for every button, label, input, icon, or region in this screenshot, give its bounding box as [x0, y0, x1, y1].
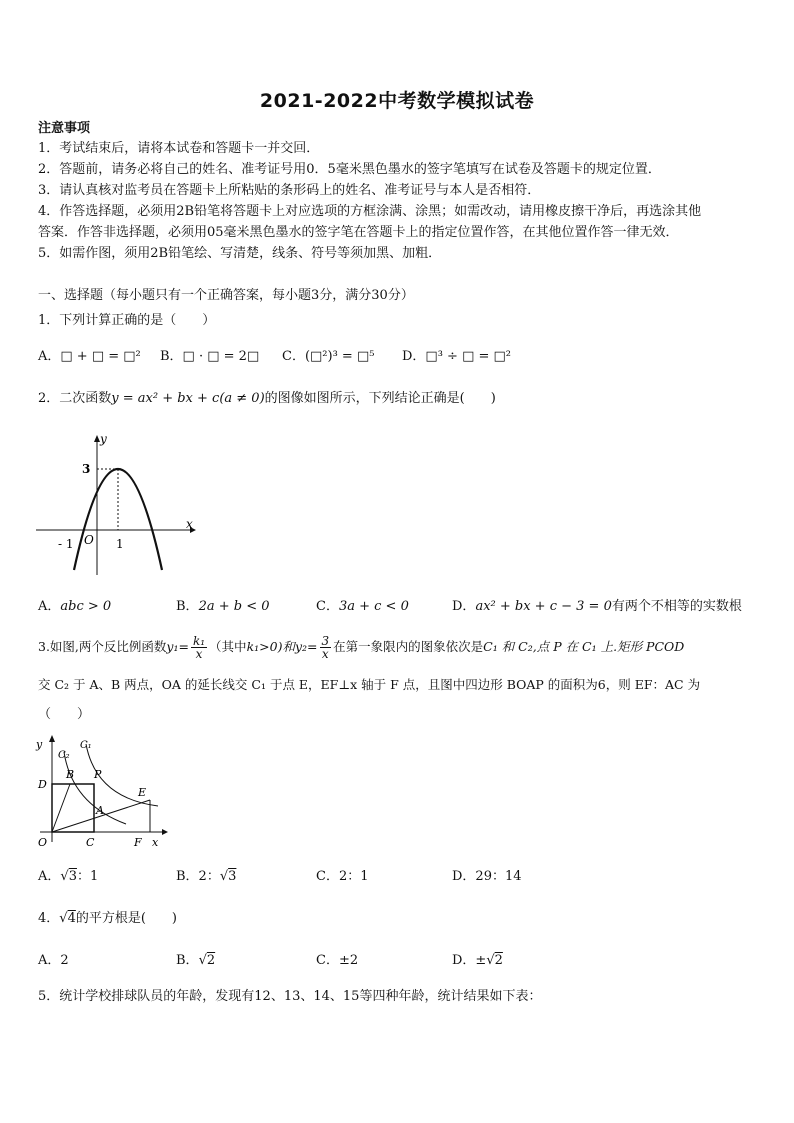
curve-c2	[64, 752, 126, 824]
q4-option-a[interactable]: A．2	[38, 953, 69, 968]
graph-origin-label: O	[84, 533, 94, 547]
notice-heading: 注意事项	[38, 121, 91, 136]
question-2-stem	[38, 390, 496, 408]
graph-label-1: 1	[116, 537, 124, 551]
page-title: 2021-2022中考数学模拟试卷	[259, 90, 535, 112]
label-c1: C₁	[80, 740, 92, 751]
graph-x-label: x	[186, 517, 193, 531]
q2-option-c[interactable]: C．3a + c < 0	[316, 599, 409, 614]
notice-item: 2．答题前，请务必将自己的姓名、准考证号用0．5毫米黑色墨水的签字笔填写在试卷及答题卡的规定位置．	[38, 162, 661, 177]
q1-option-a[interactable]: A．□ + □ = □²	[38, 349, 141, 364]
label-d: D	[38, 778, 47, 791]
label-f: F	[134, 836, 142, 849]
fraction-3-over-x: $\frac{3}{x}$	[321, 634, 330, 661]
label-x: x	[152, 836, 159, 849]
fraction-k1-over-x: $\frac{\text{k₁}}{x}$	[192, 634, 206, 661]
label-b: B	[66, 768, 75, 781]
question-3-line-3: （ ）	[38, 707, 91, 722]
notice-item: 答案．作答非选择题，必须用05毫米黑色墨水的签字笔在答题卡上的指定位置作答，在其他位置作答一律无效．	[38, 225, 679, 240]
q4-option-d[interactable]: D．±√2	[452, 953, 503, 968]
q2-option-d[interactable]: D．ax² + bx + c − 3 = 0有两个不相等的实数根	[452, 599, 742, 614]
label-a: A	[96, 804, 104, 817]
y-axis-arrow	[49, 735, 55, 742]
graph-label-neg1: - 1	[58, 537, 74, 551]
x-axis-arrow	[162, 829, 168, 835]
q4-option-b[interactable]: B．√2	[176, 953, 216, 968]
q1-option-d[interactable]: D．□³ ÷ □ = □²	[402, 349, 512, 364]
label-p: P	[94, 768, 102, 781]
notice-item: 4．作答选择题，必须用2B铅笔将答题卡上对应选项的方框涂满、涂黑；如需改动，请用橡皮擦干净后，再选涂其他	[38, 204, 702, 219]
question-4-stem: 4．√4的平方根是( )	[38, 911, 178, 926]
q2-formula: y = ax² + bx + c(a ≠ 0)	[111, 391, 265, 406]
line-ob	[52, 784, 70, 832]
question-1-stem: 1．下列计算正确的是（ ）	[38, 313, 216, 328]
q3-inverse-function-graph	[30, 732, 170, 850]
label-e: E	[138, 786, 147, 799]
q1-option-b[interactable]: B．□ · □ = 2□	[160, 349, 260, 364]
question-5-stem: 5．统计学校排球队员的年龄，发现有12、13、14、15等四种年龄，统计结果如下表：	[38, 989, 542, 1004]
q2-stem-prefix: 2．二次函数	[38, 391, 112, 406]
q2-option-a[interactable]: A．abc > 0	[38, 599, 112, 614]
graph-y-label: y	[100, 432, 107, 446]
notice-item: 1．考试结束后，请将本试卷和答题卡一并交回．	[38, 141, 320, 156]
label-c: C	[86, 836, 95, 849]
q3-option-d[interactable]: D．29：14	[452, 869, 522, 884]
graph-label-3: 3	[82, 462, 91, 476]
q2-parabola-graph	[30, 430, 200, 580]
q2-option-b[interactable]: B．2a + b < 0	[176, 599, 270, 614]
q3-option-b[interactable]: B．2：√3	[176, 869, 237, 884]
q4-option-c[interactable]: C．±2	[316, 953, 359, 968]
graph-y-label: y	[36, 738, 43, 751]
label-c2: C₂	[58, 750, 70, 761]
question-3-line-2: 交 C₂ 于 A、B 两点，OA 的延长线交 C₁ 于点 E，EF⊥x 轴于 F 点，且图中四边形 BOAP 的面积为6，则 EF：AC 为	[38, 677, 701, 692]
parabola-curve	[74, 469, 162, 570]
q3-option-a[interactable]: A．√3：1	[38, 869, 99, 884]
question-3-line-1: 3.如图,两个反比例函数y₁= $\frac{\text{k₁}}{x}$ （其中k₁>0)和y₂= $\frac{3}{x}$ 在第一象限内的图象依次是C₁ 和 C₂,点 P 在 C₁ 上.矩形 PCOD	[38, 634, 685, 661]
label-o: O	[38, 836, 48, 849]
notice-item: 3．请认真核对监考员在答题卡上所粘贴的条形码上的姓名、准考证号与本人是否相符．	[38, 183, 541, 198]
section-heading: 一、选择题（每小题只有一个正确答案，每小题3分，满分30分）	[38, 288, 414, 303]
notice-item: 5．如需作图，须用2B铅笔绘、写清楚，线条、符号等须加黑、加粗．	[38, 246, 442, 261]
q2-stem-suffix: 的图像如图所示，下列结论正确是( )	[264, 391, 496, 406]
q1-option-c[interactable]: C．(□²)³ = □⁵	[282, 349, 375, 364]
q3-option-c[interactable]: C．2：1	[316, 869, 369, 884]
